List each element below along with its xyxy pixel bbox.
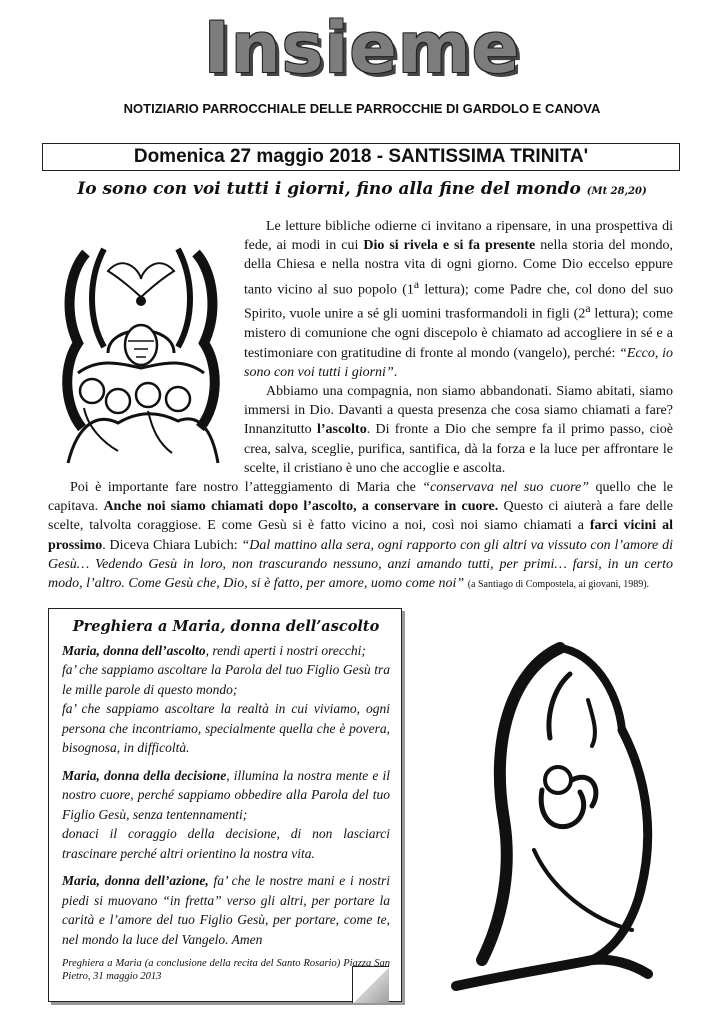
date-heading: Domenica 27 maggio 2018 - SANTISSIMA TRINITA' (42, 143, 680, 171)
article-paragraph-2: Abbiamo una compagnia, non siamo abbandonati. Siamo abitati, siamo immersi in Dio. Davanti a questa presenza che cosa siamo chiamati a fare? Innanzitutto l’ascolto. Di fronte a Dio che sempre fa il primo passo, cioè crea, salva, sceglie, purifica, santifica, dà la forza e la luce per affrontare le scelte, il cristiano è uno che accoglie e ascolta. (244, 383, 673, 476)
prayer-content (62, 617, 390, 983)
motto-text: Io sono con voi tutti i giorni, fino alla fine del mondo (77, 179, 581, 199)
motto-line (0, 179, 724, 199)
masthead-title: Insieme (203, 7, 521, 89)
article-paragraph-3: Poi è importante fare nostro l’atteggiamento di Maria che “conservava nel suo cuore” quello che le capitava. Anche noi siamo chiamati dopo l’ascolto, a conservare in cuore. Questo ci aiuterà a fare delle scelte, talvolta coraggiose. E come Gesù si è fatto vicino a noi, così noi siamo chiamati a farci vicini al prossimo. Diceva Chiara Lubich: “Dal mattino alla sera, ogni rapporto con gli altri va vissuto con l’amore di Gesù… Vedendo Gesù in loro, non trascurando nessuno, anzi amando tutti, per primi… farsi, in un certo modo, l’altro. Come Gesù che, Dio, si è fatto, per amore, uomo come noi” (a Santiago di Compostela, ai giovani, 1989). (48, 479, 673, 591)
trinity-illustration (48, 223, 234, 473)
masthead-subtitle: NOTIZIARIO PARROCCHIALE DELLE PARROCCHIE DI GARDOLO E CANOVA (123, 101, 601, 116)
motto-ref: (Mt 28,20) (586, 186, 647, 197)
article-paragraph-1: Le letture bibliche odierne ci invitano a ripensare, in una prospettiva di fede, ai modi in cui Dio si rivela e si fa presente nella storia del mondo, della Chiesa e nella nostra vita di ogni giorno. Come Dio eccelso eppure tanto vicino al suo popolo (1$^a$ lettura); come Padre che, col dono del suo Spirito, vuole unire a sé gli uomini trasformandoli in figli (2$^a$ lettura); come mistero di comunione che ogni discepolo è chiamato ad accogliere in sé e a testimoniare con gratitudine di fronte al mondo (vangelo), perché: “Ecco, io sono con voi tutti i giorni”. (244, 219, 673, 380)
mary-with-child-illustration (442, 630, 682, 1000)
prayer-source: Preghiera a Maria (a conclusione della recita del Santo Rosario) Piazza San Pietro, 31 maggio 2013 (62, 958, 390, 982)
prayer-box (48, 608, 402, 1002)
prayer-stanza-2: Maria, donna della decisione, illumina la nostra mente e il nostro cuore, perché sappiamo obbedire alla Parola del tuo Figlio Gesù, senza tentennamenti; donaci il coraggio della decisione, di non lasciarci trascinare perché altri orientino la nostra vita. (62, 767, 390, 861)
article-body (48, 217, 673, 594)
prayer-title: Preghiera a Maria, donna dell’ascolto (72, 618, 380, 635)
prayer-stanza-1: Maria, donna dell’ascolto, rendi aperti i nostri orecchi; fa’ che sappiamo ascoltare la Parola del tuo Figlio Gesù tra le mille parole di questo mondo; fa’ che sappiamo ascoltare la realtà in cui viviamo, ogni persona che incontriamo, specialmente quella che è povera, bisognosa, in difficoltà. (62, 642, 390, 755)
prayer-stanza-3: Maria, donna dell’azione, fa’ che le nostre mani e i nostri piedi si muovano “in fretta” verso gli altri, per portare la carità e l’amore del tuo Figlio Gesù, per portare, come te, nel mondo la luce del Vangelo. Amen (62, 873, 390, 947)
